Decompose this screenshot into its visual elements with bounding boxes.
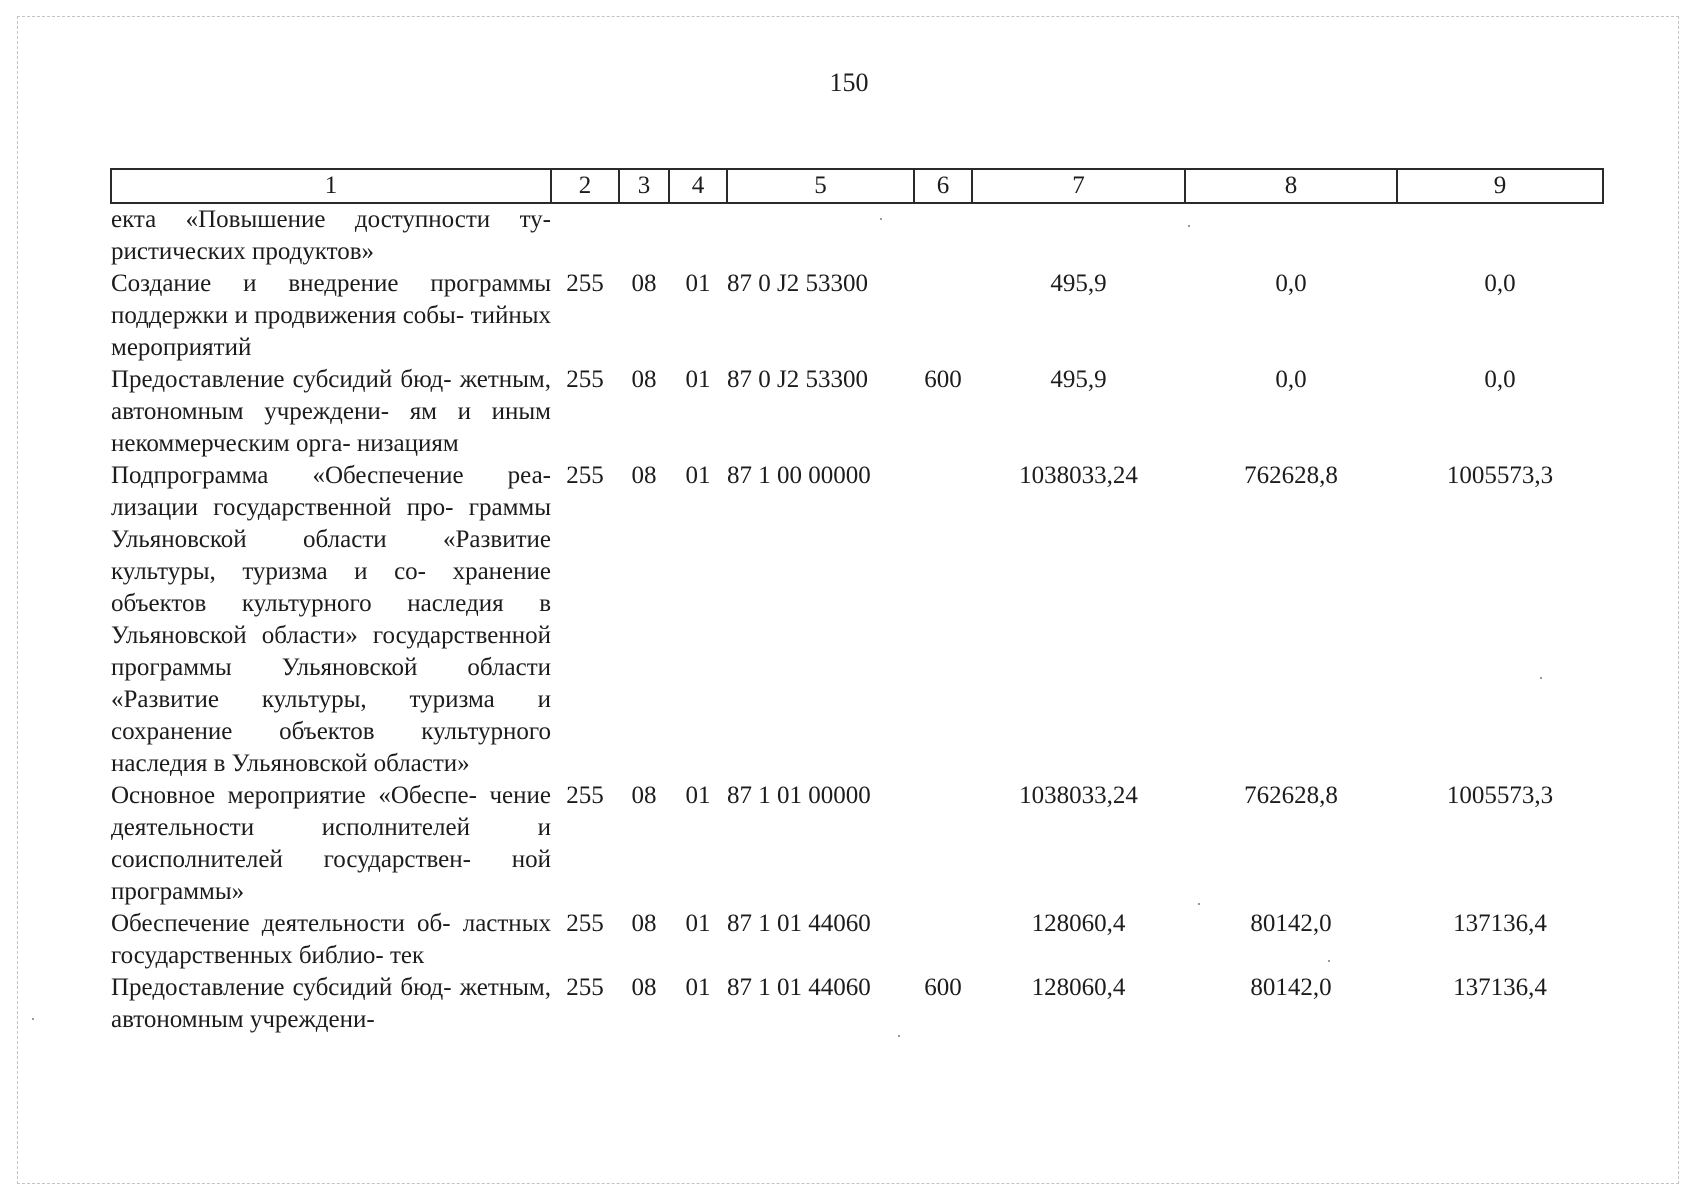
description-line: екта «Повышение доступности ту- xyxy=(111,206,551,233)
amount-col-7: 1038033,24 xyxy=(1019,462,1138,489)
description-line: тек xyxy=(389,942,425,969)
subsection-code: 01 xyxy=(685,366,711,393)
amount-col-9: 137136,4 xyxy=(1453,974,1547,1001)
amount-col-9: 1005573,3 xyxy=(1446,782,1554,809)
description-line: Подпрограмма «Обеспечение реа- xyxy=(111,462,551,489)
description-line: Ульяновской области «Развитие xyxy=(111,654,552,713)
description-line: жетным, автономным учреждени- xyxy=(111,974,551,1033)
description-line: Предоставление субсидий бюд- xyxy=(111,366,452,393)
description-line: тийных мероприятий xyxy=(111,302,552,361)
subsection-code xyxy=(669,203,727,268)
description-line: хранение объектов культурного xyxy=(111,558,551,617)
section-code: 08 xyxy=(631,974,657,1001)
table-row xyxy=(111,364,1603,460)
scan-speck xyxy=(1198,903,1200,905)
description-line: ристических продуктов» xyxy=(111,238,375,265)
description-line: Ульяновской области» xyxy=(231,750,470,777)
row-description xyxy=(111,268,551,364)
column-header: 3 xyxy=(619,169,669,203)
amount-col-8: 762628,8 xyxy=(1244,462,1338,489)
description-line: Основное мероприятие «Обеспе- xyxy=(111,782,477,809)
subsection-code: 01 xyxy=(685,782,711,809)
description-line: жетным, автономным учреждени- xyxy=(111,366,551,425)
admin-code: 255 xyxy=(566,366,604,393)
expense-type-code: 600 xyxy=(924,974,962,1001)
table-row xyxy=(111,268,1603,364)
column-header: 2 xyxy=(551,169,619,203)
amount-col-7: 495,9 xyxy=(1050,366,1107,393)
column-header: 7 xyxy=(972,169,1185,203)
table-row xyxy=(111,908,1603,972)
column-header: 8 xyxy=(1185,169,1397,203)
subsection-code: 01 xyxy=(685,910,711,937)
row-description xyxy=(111,203,551,268)
budget-table xyxy=(110,168,1604,1036)
expense-type-code: 600 xyxy=(924,366,962,393)
amount-col-7 xyxy=(972,203,1185,268)
target-item-code xyxy=(727,203,914,268)
section-code: 08 xyxy=(631,782,657,809)
row-description xyxy=(111,972,551,1036)
row-description xyxy=(111,908,551,972)
description-line: чение деятельности исполнителей xyxy=(111,782,552,841)
description-line: Обеспечение деятельности об- xyxy=(111,910,451,937)
description-line: культуры, туризма и сохранение xyxy=(111,686,552,745)
description-line: Создание и внедрение программы xyxy=(111,270,551,297)
admin-code: 255 xyxy=(566,974,604,1001)
table-row xyxy=(111,460,1603,780)
amount-col-8: 80142,0 xyxy=(1250,974,1332,1001)
admin-code: 255 xyxy=(566,782,604,809)
scan-speck xyxy=(880,218,882,220)
amount-col-9: 0,0 xyxy=(1484,366,1516,393)
table-row xyxy=(111,780,1603,908)
amount-col-8: 80142,0 xyxy=(1250,910,1332,937)
column-header: 4 xyxy=(669,169,727,203)
amount-col-9 xyxy=(1397,203,1603,268)
row-description xyxy=(111,364,551,460)
expense-type-code xyxy=(914,203,972,268)
description-line: ластных государственных библио- xyxy=(111,910,551,969)
description-line: Предоставление субсидий бюд- xyxy=(111,974,452,1001)
description-line: «Развитие культуры, туризма и со- xyxy=(111,526,551,585)
row-description xyxy=(111,460,551,780)
column-header: 6 xyxy=(914,169,972,203)
column-header: 1 xyxy=(111,169,551,203)
target-item-code: 87 1 01 44060 xyxy=(727,974,871,1001)
expense-type-code xyxy=(914,268,972,364)
amount-col-7: 495,9 xyxy=(1050,270,1107,297)
amount-col-7: 128060,4 xyxy=(1031,910,1126,937)
amount-col-8: 762628,8 xyxy=(1244,782,1338,809)
column-header: 9 xyxy=(1397,169,1603,203)
expense-type-code xyxy=(914,780,972,908)
target-item-code: 87 1 00 00000 xyxy=(727,462,871,489)
table-row xyxy=(111,203,1603,268)
amount-col-9: 1005573,3 xyxy=(1446,462,1554,489)
subsection-code: 01 xyxy=(685,462,711,489)
description-line: объектов культурного наследия в xyxy=(111,718,551,777)
scan-speck xyxy=(1540,677,1542,679)
description-line: поддержки и продвижения собы- xyxy=(111,302,465,329)
description-line: наследия в Ульяновской области» xyxy=(111,590,552,649)
description-line: низациям xyxy=(356,430,459,457)
subsection-code: 01 xyxy=(685,974,711,1001)
column-header: 5 xyxy=(727,169,914,203)
amount-col-8 xyxy=(1185,203,1397,268)
admin-code: 255 xyxy=(566,270,604,297)
admin-code: 255 xyxy=(566,910,604,937)
section-code: 08 xyxy=(631,270,657,297)
row-description xyxy=(111,780,551,908)
section-code xyxy=(619,203,669,268)
admin-code xyxy=(551,203,619,268)
section-code: 08 xyxy=(631,366,657,393)
description-line: ям и иным некоммерческим орга- xyxy=(111,398,552,457)
admin-code: 255 xyxy=(566,462,604,489)
description-line: государственной программы xyxy=(111,622,551,681)
description-line: ной программы» xyxy=(111,846,551,905)
expense-type-code xyxy=(914,460,972,780)
scan-speck xyxy=(32,1018,34,1020)
target-item-code: 87 1 01 44060 xyxy=(727,910,871,937)
subsection-code: 01 xyxy=(685,270,711,297)
target-item-code: 87 0 J2 53300 xyxy=(727,366,868,393)
section-code: 08 xyxy=(631,462,657,489)
amount-col-8: 0,0 xyxy=(1275,366,1307,393)
description-line: граммы Ульяновской области xyxy=(111,494,552,553)
amount-col-7: 128060,4 xyxy=(1031,974,1126,1001)
amount-col-8: 0,0 xyxy=(1275,270,1307,297)
target-item-code: 87 1 01 00000 xyxy=(727,782,871,809)
target-item-code: 87 0 J2 53300 xyxy=(727,270,868,297)
expense-type-code xyxy=(914,908,972,972)
description-line: лизации государственной про- xyxy=(111,494,454,521)
scan-speck xyxy=(1188,225,1190,227)
table-header-row xyxy=(111,169,1603,203)
scan-speck xyxy=(898,1035,900,1037)
amount-col-9: 137136,4 xyxy=(1453,910,1547,937)
scan-speck xyxy=(1328,960,1330,962)
page-number: 150 xyxy=(829,68,869,97)
amount-col-9: 0,0 xyxy=(1484,270,1516,297)
table-body xyxy=(111,203,1603,1036)
description-line: и соисполнителей государствен- xyxy=(111,814,551,873)
section-code: 08 xyxy=(631,910,657,937)
table-row xyxy=(111,972,1603,1036)
amount-col-7: 1038033,24 xyxy=(1019,782,1138,809)
